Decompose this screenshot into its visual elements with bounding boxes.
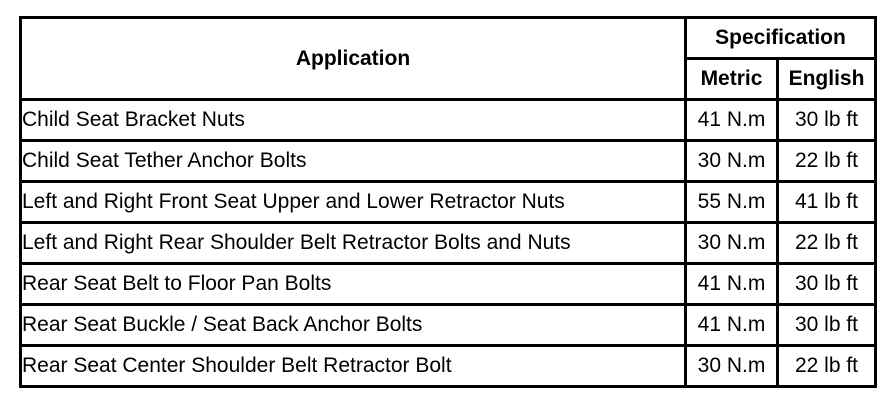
torque-spec-table: [19, 16, 877, 388]
header-row-top: [21, 18, 876, 59]
table-row: [21, 182, 876, 223]
application-cell: Rear Seat Center Shoulder Belt Retractor Bolt: [21, 346, 686, 387]
metric-cell: 41 N.m: [686, 305, 778, 346]
english-cell: 41 lb ft: [778, 182, 876, 223]
table-row: [21, 346, 876, 387]
table-row: [21, 305, 876, 346]
table-row: [21, 100, 876, 141]
english-cell: 30 lb ft: [778, 264, 876, 305]
specification-header: Specification: [686, 18, 876, 59]
application-cell: Rear Seat Buckle / Seat Back Anchor Bolts: [21, 305, 686, 346]
application-cell: Rear Seat Belt to Floor Pan Bolts: [21, 264, 686, 305]
application-header: Application: [21, 18, 686, 100]
application-cell: Left and Right Front Seat Upper and Lower Retractor Nuts: [21, 182, 686, 223]
table-header: [21, 18, 876, 100]
english-header: English: [778, 59, 876, 100]
metric-cell: 30 N.m: [686, 223, 778, 264]
metric-cell: 55 N.m: [686, 182, 778, 223]
english-cell: 22 lb ft: [778, 346, 876, 387]
application-cell: Child Seat Bracket Nuts: [21, 100, 686, 141]
english-cell: 30 lb ft: [778, 305, 876, 346]
table-body: [21, 100, 876, 387]
metric-cell: 30 N.m: [686, 346, 778, 387]
english-cell: 22 lb ft: [778, 141, 876, 182]
english-cell: 22 lb ft: [778, 223, 876, 264]
metric-header: Metric: [686, 59, 778, 100]
metric-cell: 30 N.m: [686, 141, 778, 182]
application-cell: Left and Right Rear Shoulder Belt Retractor Bolts and Nuts: [21, 223, 686, 264]
table-row: [21, 223, 876, 264]
metric-cell: 41 N.m: [686, 100, 778, 141]
english-cell: 30 lb ft: [778, 100, 876, 141]
torque-spec-table-container: [19, 16, 877, 388]
metric-cell: 41 N.m: [686, 264, 778, 305]
table-row: [21, 141, 876, 182]
application-cell: Child Seat Tether Anchor Bolts: [21, 141, 686, 182]
table-row: [21, 264, 876, 305]
